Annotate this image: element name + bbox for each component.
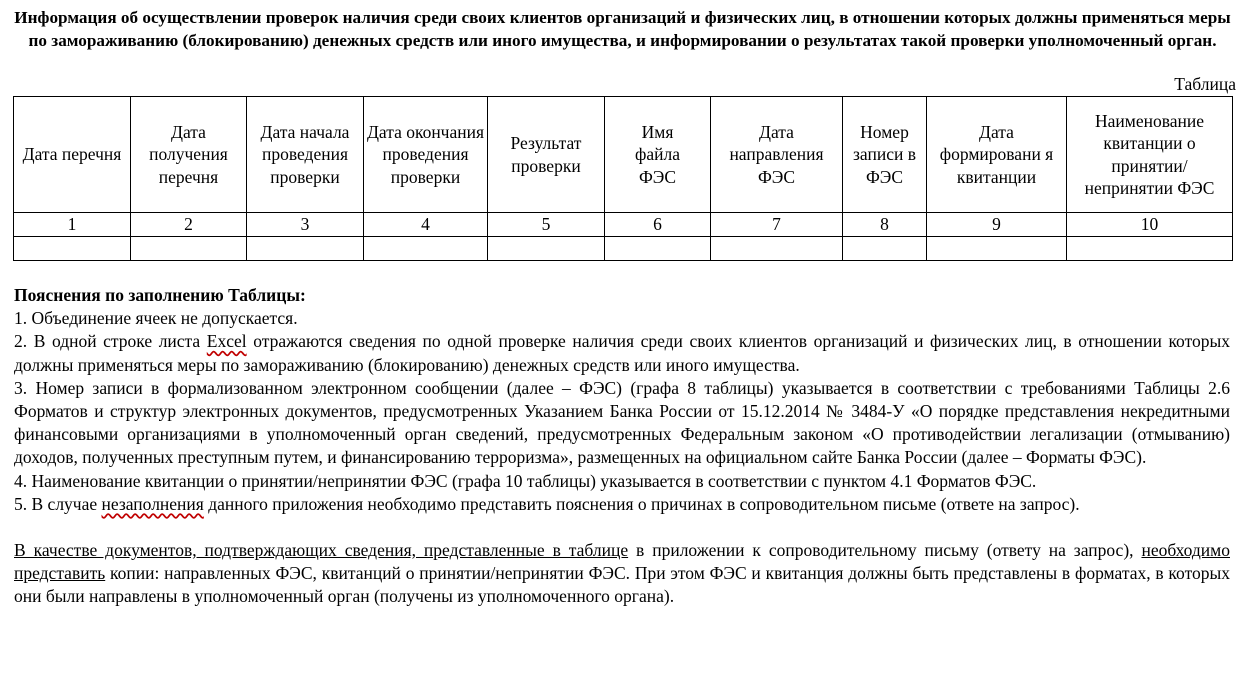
empty-cell xyxy=(605,236,711,260)
final-paragraph xyxy=(14,539,1230,609)
column-number: 2 xyxy=(131,213,247,237)
document-title: Информация об осуществлении проверок наличия среди своих клиентов организаций и физических лиц, в отношении которых должны применяться меры по замораживанию (блокированию) денежных средств или иного имущества, и информировании о результатах такой проверки уполномоченный орган. xyxy=(14,8,1231,50)
column-number: 9 xyxy=(927,213,1067,237)
empty-cell xyxy=(843,236,927,260)
table-header-row xyxy=(14,97,1233,213)
note-item-2 xyxy=(14,330,1230,376)
table-number-row xyxy=(14,213,1233,237)
underlined-text: необходимо представить xyxy=(14,540,1230,584)
header-cell: Дата направления ФЭС xyxy=(711,97,843,213)
empty-cell xyxy=(1067,236,1233,260)
column-number: 6 xyxy=(605,213,711,237)
column-number: 5 xyxy=(488,213,605,237)
notes-section xyxy=(14,284,1230,609)
note-word-nezapolneniya: незаполнения xyxy=(101,493,204,514)
empty-cell xyxy=(488,236,605,260)
notes-heading: Пояснения по заполнению Таблицы: xyxy=(14,285,306,305)
empty-cell xyxy=(14,236,131,260)
report-table xyxy=(13,96,1233,261)
header-cell: Номер записи в ФЭС xyxy=(843,97,927,213)
note-word-excel: Excel xyxy=(206,331,247,352)
note-item-5 xyxy=(14,493,1230,516)
note-text: отражаются сведения по одной проверке наличия среди своих клиентов организаций и физических лиц, в отношении которых должны применяться меры по замораживанию (блокированию) денежных средств или иного имущества. xyxy=(14,331,1230,375)
empty-cell xyxy=(927,236,1067,260)
header-cell: Имя файла ФЭС xyxy=(605,97,711,213)
empty-cell xyxy=(247,236,364,260)
table-empty-row xyxy=(14,236,1233,260)
note-item-1: 1. Объединение ячеек не допускается. xyxy=(14,308,298,329)
header-cell: Дата начала проведения проверки xyxy=(247,97,364,213)
empty-cell xyxy=(131,236,247,260)
empty-cell xyxy=(364,236,488,260)
paragraph-text: копии: направленных ФЭС, квитанций о принятии/непринятии ФЭС. При этом ФЭС и квитанция должны быть представлены в форматах, в которых они были направлены в уполномоченный орган (получены из уполномоченного органа). xyxy=(14,563,1230,607)
header-cell: Дата формировани я квитанции xyxy=(927,97,1067,213)
header-cell: Дата окончания проведения проверки xyxy=(364,97,488,213)
column-number: 3 xyxy=(247,213,364,237)
column-number: 8 xyxy=(843,213,927,237)
column-number: 10 xyxy=(1067,213,1233,237)
note-text: 5. В случае xyxy=(14,493,102,514)
header-cell: Результат проверки xyxy=(488,97,605,213)
header-cell: Дата получения перечня xyxy=(131,97,247,213)
paragraph-text: в приложении к сопроводительному письму (ответу на запрос), xyxy=(628,540,1142,561)
note-item-4: 4. Наименование квитанции о принятии/непринятии ФЭС (графа 10 таблицы) указывается в соответствии с пунктом 4.1 Форматов ФЭС. xyxy=(14,470,1037,491)
header-cell: Наименование квитанции о принятии/ непринятии ФЭС xyxy=(1067,97,1233,213)
column-number: 4 xyxy=(364,213,488,237)
column-number: 1 xyxy=(14,213,131,237)
note-item-3: 3. Номер записи в формализованном электронном сообщении (далее – ФЭС) (графа 8 таблицы) указывается в соответствии с требованиями Таблицы 2.6 Форматов и структур электронных документов, предусмотренных Указанием Банка России от 15.12.2014 № 3484-У «О порядке представления некредитными финансовыми организациями в уполномоченный орган сведений, предусмотренных Федеральным законом «О противодействии легализации (отмыванию) доходов, полученных преступным путем, и финансированию терроризма», размещенных на официальном сайте Банка России (далее – Форматы ФЭС). xyxy=(14,377,1230,468)
paragraph-gap xyxy=(14,516,1230,539)
underlined-text: В качестве документов, подтверждающих сведения, представленные в таблице xyxy=(14,540,629,561)
column-number: 7 xyxy=(711,213,843,237)
table-label: Таблица xyxy=(1174,74,1236,94)
empty-cell xyxy=(711,236,843,260)
note-text: 2. В одной строке листа xyxy=(14,331,207,352)
header-cell: Дата перечня xyxy=(14,97,131,213)
note-text: данного приложения необходимо представить пояснения о причинах в сопроводительном письме (ответе на запрос). xyxy=(203,493,1080,514)
